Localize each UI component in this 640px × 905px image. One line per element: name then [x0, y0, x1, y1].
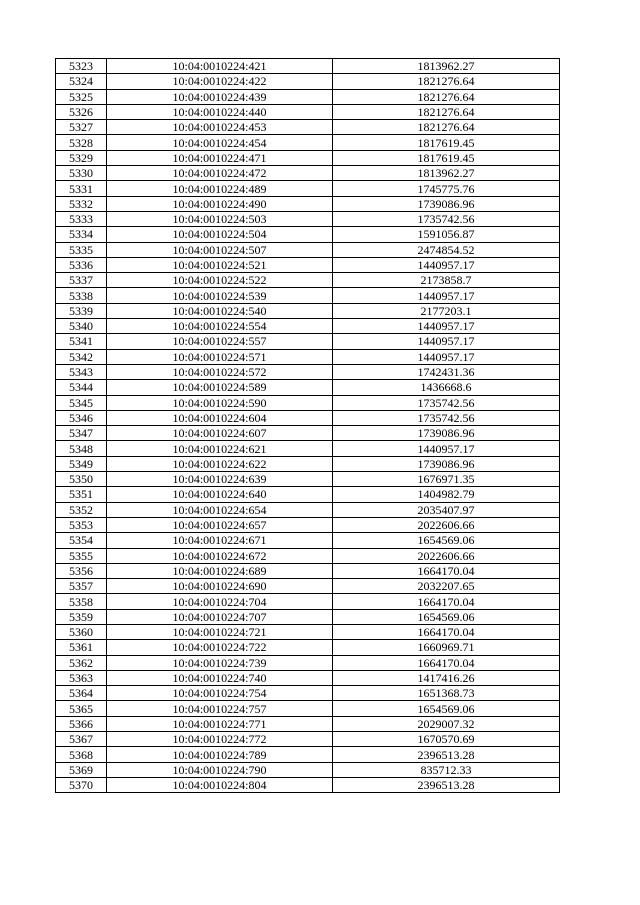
- row-number-cell: 5354: [56, 533, 107, 548]
- cadastral-value-cell: 2177203.1: [333, 303, 560, 318]
- cadastral-value-cell: 1813962.27: [333, 166, 560, 181]
- table-row: [56, 120, 560, 135]
- row-number-cell: 5360: [56, 624, 107, 639]
- cadastral-number-cell: 10:04:0010224:472: [107, 166, 333, 181]
- row-number-cell: 5364: [56, 686, 107, 701]
- row-number-cell: 5333: [56, 211, 107, 226]
- cadastral-number-cell: 10:04:0010224:640: [107, 487, 333, 502]
- cadastral-number-cell: 10:04:0010224:440: [107, 104, 333, 119]
- cadastral-value-cell: 1651368.73: [333, 686, 560, 701]
- row-number-cell: 5337: [56, 273, 107, 288]
- table-row: [56, 487, 560, 502]
- cadastral-number-cell: 10:04:0010224:504: [107, 227, 333, 242]
- table-row: [56, 59, 560, 74]
- cadastral-number-cell: 10:04:0010224:722: [107, 640, 333, 655]
- cadastral-number-cell: 10:04:0010224:571: [107, 349, 333, 364]
- table-row: [56, 395, 560, 410]
- cadastral-number-cell: 10:04:0010224:539: [107, 288, 333, 303]
- cadastral-number-cell: 10:04:0010224:540: [107, 303, 333, 318]
- cadastral-value-cell: 1735742.56: [333, 211, 560, 226]
- cadastral-number-cell: 10:04:0010224:772: [107, 732, 333, 747]
- row-number-cell: 5358: [56, 594, 107, 609]
- row-number-cell: 5323: [56, 59, 107, 74]
- table-row: [56, 762, 560, 777]
- row-number-cell: 5367: [56, 732, 107, 747]
- row-number-cell: 5340: [56, 319, 107, 334]
- cadastral-number-cell: 10:04:0010224:671: [107, 533, 333, 548]
- cadastral-number-cell: 10:04:0010224:654: [107, 502, 333, 517]
- cadastral-value-cell: 1813962.27: [333, 59, 560, 74]
- row-number-cell: 5369: [56, 762, 107, 777]
- cadastral-number-cell: 10:04:0010224:621: [107, 441, 333, 456]
- row-number-cell: 5349: [56, 456, 107, 471]
- row-number-cell: 5328: [56, 135, 107, 150]
- table-row: [56, 349, 560, 364]
- row-number-cell: 5327: [56, 120, 107, 135]
- cadastral-value-cell: 1417416.26: [333, 670, 560, 685]
- row-number-cell: 5341: [56, 334, 107, 349]
- row-number-cell: 5370: [56, 777, 107, 792]
- table-row: [56, 135, 560, 150]
- table-row: [56, 380, 560, 395]
- row-number-cell: 5344: [56, 380, 107, 395]
- table-row: [56, 227, 560, 242]
- row-number-cell: 5339: [56, 303, 107, 318]
- cadastral-value-cell: 1440957.17: [333, 288, 560, 303]
- cadastral-value-cell: 1664170.04: [333, 594, 560, 609]
- row-number-cell: 5331: [56, 181, 107, 196]
- table-row: [56, 288, 560, 303]
- table-row: [56, 196, 560, 211]
- table-row: [56, 624, 560, 639]
- table-body: [56, 59, 560, 793]
- row-number-cell: 5359: [56, 609, 107, 624]
- table-row: [56, 211, 560, 226]
- cadastral-number-cell: 10:04:0010224:554: [107, 319, 333, 334]
- table-row: [56, 472, 560, 487]
- cadastral-number-cell: 10:04:0010224:689: [107, 563, 333, 578]
- cadastral-value-cell: 1735742.56: [333, 410, 560, 425]
- row-number-cell: 5352: [56, 502, 107, 517]
- cadastral-number-cell: 10:04:0010224:739: [107, 655, 333, 670]
- cadastral-number-cell: 10:04:0010224:503: [107, 211, 333, 226]
- table-row: [56, 426, 560, 441]
- cadastral-number-cell: 10:04:0010224:489: [107, 181, 333, 196]
- cadastral-number-cell: 10:04:0010224:740: [107, 670, 333, 685]
- cadastral-number-cell: 10:04:0010224:754: [107, 686, 333, 701]
- cadastral-number-cell: 10:04:0010224:604: [107, 410, 333, 425]
- cadastral-number-cell: 10:04:0010224:672: [107, 548, 333, 563]
- row-number-cell: 5334: [56, 227, 107, 242]
- table-row: [56, 548, 560, 563]
- cadastral-value-cell: 2474854.52: [333, 242, 560, 257]
- cadastral-value-cell: 1742431.36: [333, 364, 560, 379]
- table-row: [56, 410, 560, 425]
- cadastral-value-cell: 1739086.96: [333, 196, 560, 211]
- table-row: [56, 777, 560, 792]
- table-row: [56, 517, 560, 532]
- cadastral-number-cell: 10:04:0010224:657: [107, 517, 333, 532]
- cadastral-number-cell: 10:04:0010224:454: [107, 135, 333, 150]
- table-row: [56, 257, 560, 272]
- table-row: [56, 89, 560, 104]
- cadastral-value-cell: 1817619.45: [333, 135, 560, 150]
- row-number-cell: 5348: [56, 441, 107, 456]
- cadastral-value-cell: 835712.33: [333, 762, 560, 777]
- cadastral-number-cell: 10:04:0010224:639: [107, 472, 333, 487]
- cadastral-value-table: [55, 58, 560, 793]
- row-number-cell: 5343: [56, 364, 107, 379]
- cadastral-value-cell: 1821276.64: [333, 74, 560, 89]
- table-row: [56, 334, 560, 349]
- cadastral-number-cell: 10:04:0010224:507: [107, 242, 333, 257]
- table-row: [56, 166, 560, 181]
- cadastral-value-cell: 1745775.76: [333, 181, 560, 196]
- table-row: [56, 74, 560, 89]
- cadastral-value-cell: 1735742.56: [333, 395, 560, 410]
- row-number-cell: 5346: [56, 410, 107, 425]
- table-row: [56, 747, 560, 762]
- table-row: [56, 441, 560, 456]
- cadastral-number-cell: 10:04:0010224:790: [107, 762, 333, 777]
- table-row: [56, 579, 560, 594]
- row-number-cell: 5353: [56, 517, 107, 532]
- table-row: [56, 456, 560, 471]
- table-row: [56, 242, 560, 257]
- row-number-cell: 5325: [56, 89, 107, 104]
- row-number-cell: 5351: [56, 487, 107, 502]
- cadastral-value-cell: 2035407.97: [333, 502, 560, 517]
- table-row: [56, 655, 560, 670]
- cadastral-value-cell: 1664170.04: [333, 624, 560, 639]
- cadastral-number-cell: 10:04:0010224:607: [107, 426, 333, 441]
- table-row: [56, 563, 560, 578]
- row-number-cell: 5342: [56, 349, 107, 364]
- cadastral-value-cell: 2022606.66: [333, 548, 560, 563]
- cadastral-number-cell: 10:04:0010224:522: [107, 273, 333, 288]
- row-number-cell: 5347: [56, 426, 107, 441]
- cadastral-value-cell: 1660969.71: [333, 640, 560, 655]
- table-row: [56, 273, 560, 288]
- cadastral-number-cell: 10:04:0010224:721: [107, 624, 333, 639]
- cadastral-value-cell: 1591056.87: [333, 227, 560, 242]
- cadastral-number-cell: 10:04:0010224:789: [107, 747, 333, 762]
- table-row: [56, 303, 560, 318]
- table-row: [56, 732, 560, 747]
- cadastral-value-cell: 2173858.7: [333, 273, 560, 288]
- cadastral-value-cell: 1404982.79: [333, 487, 560, 502]
- table-row: [56, 181, 560, 196]
- table-row: [56, 319, 560, 334]
- row-number-cell: 5366: [56, 716, 107, 731]
- cadastral-number-cell: 10:04:0010224:590: [107, 395, 333, 410]
- cadastral-value-cell: 2396513.28: [333, 747, 560, 762]
- table-row: [56, 686, 560, 701]
- row-number-cell: 5368: [56, 747, 107, 762]
- cadastral-number-cell: 10:04:0010224:453: [107, 120, 333, 135]
- cadastral-value-cell: 1440957.17: [333, 319, 560, 334]
- table-row: [56, 609, 560, 624]
- row-number-cell: 5326: [56, 104, 107, 119]
- table-row: [56, 150, 560, 165]
- row-number-cell: 5335: [56, 242, 107, 257]
- table-row: [56, 104, 560, 119]
- cadastral-value-cell: 1440957.17: [333, 441, 560, 456]
- cadastral-number-cell: 10:04:0010224:622: [107, 456, 333, 471]
- cadastral-value-cell: 1436668.6: [333, 380, 560, 395]
- row-number-cell: 5338: [56, 288, 107, 303]
- cadastral-value-cell: 1654569.06: [333, 609, 560, 624]
- cadastral-number-cell: 10:04:0010224:421: [107, 59, 333, 74]
- row-number-cell: 5357: [56, 579, 107, 594]
- cadastral-value-cell: 1654569.06: [333, 701, 560, 716]
- cadastral-number-cell: 10:04:0010224:471: [107, 150, 333, 165]
- row-number-cell: 5324: [56, 74, 107, 89]
- cadastral-number-cell: 10:04:0010224:439: [107, 89, 333, 104]
- cadastral-number-cell: 10:04:0010224:707: [107, 609, 333, 624]
- row-number-cell: 5356: [56, 563, 107, 578]
- table-row: [56, 533, 560, 548]
- cadastral-value-cell: 1821276.64: [333, 104, 560, 119]
- cadastral-value-cell: 2029007.32: [333, 716, 560, 731]
- cadastral-value-cell: 1821276.64: [333, 89, 560, 104]
- table-row: [56, 594, 560, 609]
- row-number-cell: 5362: [56, 655, 107, 670]
- cadastral-value-cell: 2396513.28: [333, 777, 560, 792]
- row-number-cell: 5329: [56, 150, 107, 165]
- row-number-cell: 5350: [56, 472, 107, 487]
- table-row: [56, 364, 560, 379]
- cadastral-value-cell: 1739086.96: [333, 456, 560, 471]
- cadastral-number-cell: 10:04:0010224:690: [107, 579, 333, 594]
- table-row: [56, 640, 560, 655]
- table-row: [56, 502, 560, 517]
- table-row: [56, 701, 560, 716]
- row-number-cell: 5363: [56, 670, 107, 685]
- cadastral-value-cell: 1676971.35: [333, 472, 560, 487]
- cadastral-number-cell: 10:04:0010224:422: [107, 74, 333, 89]
- cadastral-value-cell: 2032207.65: [333, 579, 560, 594]
- cadastral-value-cell: 1440957.17: [333, 257, 560, 272]
- row-number-cell: 5332: [56, 196, 107, 211]
- row-number-cell: 5336: [56, 257, 107, 272]
- cadastral-value-cell: 1440957.17: [333, 349, 560, 364]
- row-number-cell: 5361: [56, 640, 107, 655]
- row-number-cell: 5345: [56, 395, 107, 410]
- table-row: [56, 670, 560, 685]
- cadastral-number-cell: 10:04:0010224:804: [107, 777, 333, 792]
- row-number-cell: 5365: [56, 701, 107, 716]
- cadastral-value-cell: 2022606.66: [333, 517, 560, 532]
- cadastral-number-cell: 10:04:0010224:521: [107, 257, 333, 272]
- cadastral-value-cell: 1440957.17: [333, 334, 560, 349]
- cadastral-number-cell: 10:04:0010224:589: [107, 380, 333, 395]
- cadastral-value-cell: 1664170.04: [333, 563, 560, 578]
- row-number-cell: 5355: [56, 548, 107, 563]
- table-row: [56, 716, 560, 731]
- cadastral-value-cell: 1821276.64: [333, 120, 560, 135]
- cadastral-value-cell: 1670570.69: [333, 732, 560, 747]
- cadastral-number-cell: 10:04:0010224:557: [107, 334, 333, 349]
- cadastral-number-cell: 10:04:0010224:757: [107, 701, 333, 716]
- cadastral-value-cell: 1739086.96: [333, 426, 560, 441]
- row-number-cell: 5330: [56, 166, 107, 181]
- cadastral-value-cell: 1817619.45: [333, 150, 560, 165]
- cadastral-number-cell: 10:04:0010224:572: [107, 364, 333, 379]
- cadastral-value-cell: 1654569.06: [333, 533, 560, 548]
- cadastral-number-cell: 10:04:0010224:704: [107, 594, 333, 609]
- cadastral-number-cell: 10:04:0010224:490: [107, 196, 333, 211]
- cadastral-number-cell: 10:04:0010224:771: [107, 716, 333, 731]
- cadastral-value-cell: 1664170.04: [333, 655, 560, 670]
